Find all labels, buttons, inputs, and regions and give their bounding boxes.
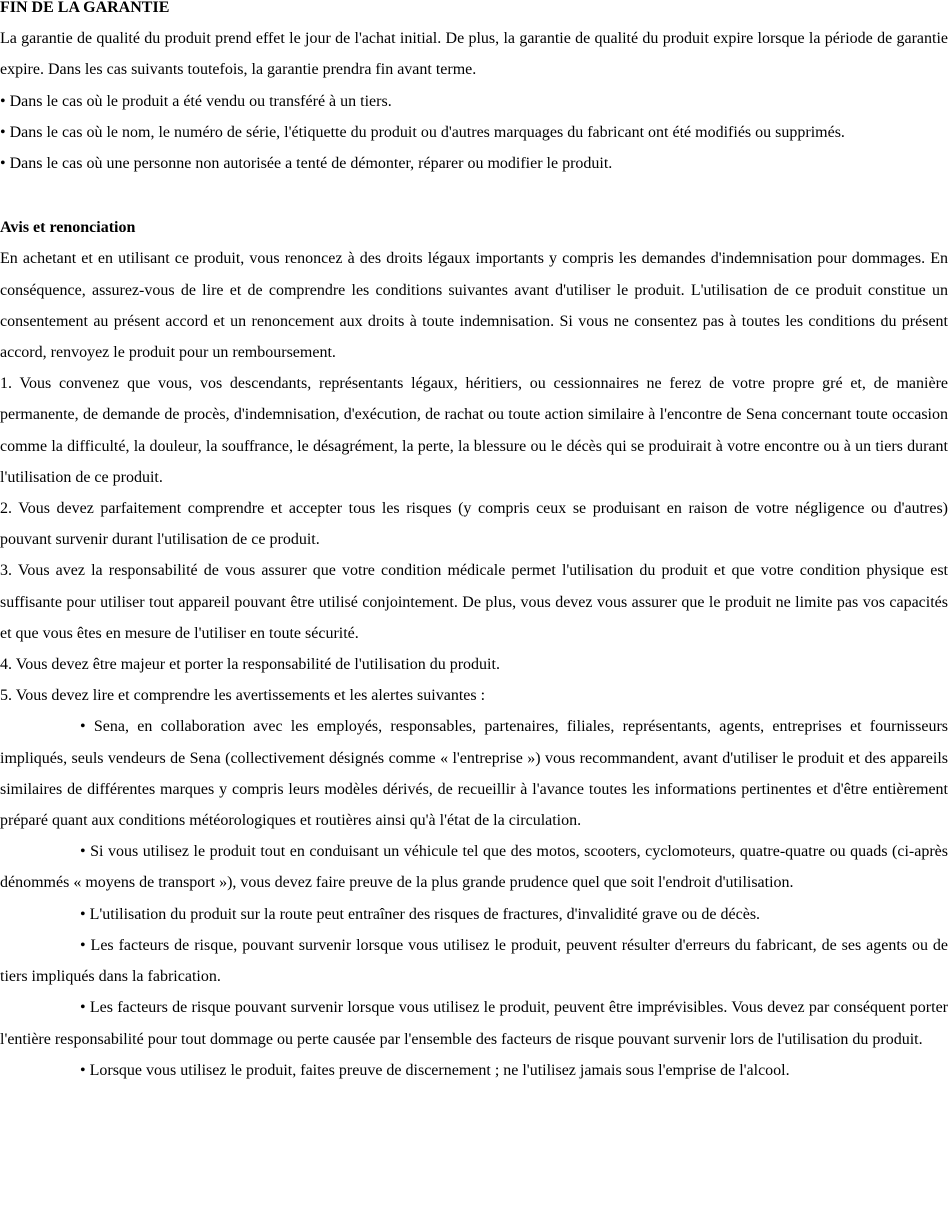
waiver-intro-paragraph: En achetant et en utilisant ce produit, vous renoncez à des droits légaux importants y compris les demandes d'indemnisation pour dommages. En conséquence, assurez-vous de lire et de comprendre les conditions suivantes avant d'utiliser le produit. L'utilisation de ce produit constitue un consentement au présent accord et un renoncement aux droits à toute indemnisation. Si vous ne consentez pas à toutes les conditions du présent accord, renvoyez le produit pour un remboursement. [0, 250, 948, 362]
warranty-bullet: • Dans le cas où une personne non autorisée a tenté de démonter, réparer ou modifier le produit. [0, 155, 613, 173]
warranty-bullet: • Dans le cas où le produit a été vendu ou transféré à un tiers. [0, 92, 392, 110]
warning-bullet: • Sena, en collaboration avec les employés, responsables, partenaires, filiales, représentants, agents, entreprises et fournisseurs impliqués, seuls vendeurs de Sena (collectivement désignés comme « l'entreprise ») vous recommandent, avant d'utiliser le produit et des appareils similaires de différentes marques y compris leurs modèles dérivés, de recueillir à l'avance toutes les informations pertinentes et d'être entièrement préparé quant aux conditions météorologiques et routières ainsi qu'à l'état de la circulation. [0, 718, 948, 830]
warning-bullet: • Si vous utilisez le produit tout en conduisant un véhicule tel que des motos, scooters, cyclomoteurs, quatre-quatre ou quads (ci-après dénommés « moyens de transport »), vous devez faire preuve de la plus grande prudence quel que soit l'endroit d'utilisation. [0, 843, 948, 892]
section-heading-warranty-end: FIN DE LA GARANTIE [0, 0, 170, 16]
warranty-bullet: • Dans le cas où le nom, le numéro de série, l'étiquette du produit ou d'autres marquages du fabricant ont été modifiés ou supprimés. [0, 123, 845, 141]
waiver-numbered-item: 3. Vous avez la responsabilité de vous assurer que votre condition médicale permet l'utilisation du produit et que votre condition physique est suffisante pour utiliser tout appareil pouvant être utilisé conjointement. De plus, vous devez vous assurer que le produit ne limite pas vos capacités et que vous êtes en mesure de l'utiliser en toute sécurité. [0, 562, 948, 642]
waiver-numbered-item: 1. Vous convenez que vous, vos descendants, représentants légaux, héritiers, ou cessionnaires ne ferez de votre propre gré et, de manière permanente, de demande de procès, d'indemnisation, d'exécution, de rachat ou toute action similaire à l'encontre de Sena concernant toute occasion comme la difficulté, la douleur, la souffrance, le désagrément, la perte, la blessure ou le décès qui se produirait à votre encontre ou à un tiers durant l'utilisation de ce produit. [0, 375, 948, 486]
waiver-numbered-item: 4. Vous devez être majeur et porter la responsabilité de l'utilisation du produit. [0, 656, 500, 674]
section-heading-notice-waiver: Avis et renonciation [0, 219, 136, 237]
section-spacer [0, 179, 948, 212]
warning-bullet: • Les facteurs de risque pouvant survenir lorsque vous utilisez le produit, peuvent être imprévisibles. Vous devez par conséquent porter l'entière responsabilité pour tout dommage ou perte causée par l'ensemble des facteurs de risque pouvant survenir lors de l'utilisation du produit. [0, 999, 948, 1048]
waiver-numbered-item: 5. Vous devez lire et comprendre les avertissements et les alertes suivantes : [0, 687, 486, 705]
warning-bullet: • Lorsque vous utilisez le produit, faites preuve de discernement ; ne l'utilisez jamais sous l'emprise de l'alcool. [80, 1061, 790, 1079]
warning-bullet: • Les facteurs de risque, pouvant survenir lorsque vous utilisez le produit, peuvent résulter d'erreurs du fabricant, de ses agents ou de tiers impliqués dans la fabrication. [0, 936, 948, 986]
waiver-numbered-item: 2. Vous devez parfaitement comprendre et accepter tous les risques (y compris ceux se produisant en raison de votre négligence ou d'autres) pouvant survenir durant l'utilisation de ce produit. [0, 500, 948, 549]
warranty-intro-paragraph: La garantie de qualité du produit prend effet le jour de l'achat initial. De plus, la garantie de qualité du produit expire lorsque la période de garantie expire. Dans les cas suivants toutefois, la garantie prendra fin avant terme. [0, 30, 948, 79]
warning-bullet: • L'utilisation du produit sur la route peut entraîner des risques de fractures, d'invalidité grave ou de décès. [80, 905, 761, 923]
